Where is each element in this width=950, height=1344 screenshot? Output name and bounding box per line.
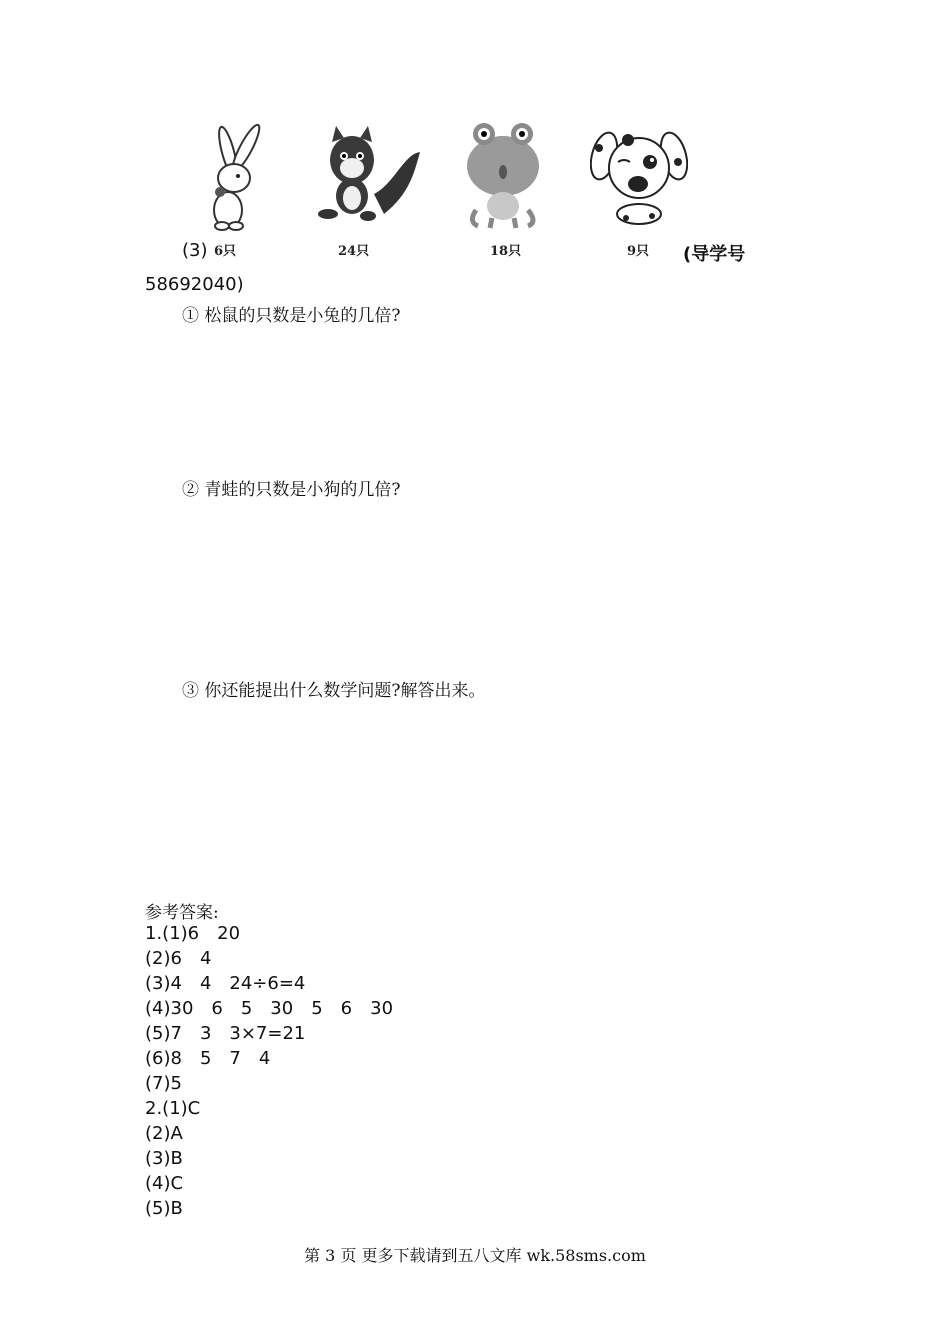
dog-illustration: [590, 126, 688, 226]
question-2: ② 青蛙的只数是小狗的几倍?: [182, 480, 401, 500]
guide-number: 58692040): [145, 274, 244, 295]
answer-line: (4)30 6 5 30 5 6 30: [145, 998, 394, 1019]
answer-line: (3)B: [145, 1148, 183, 1169]
question-1: ① 松鼠的只数是小兔的几倍?: [182, 306, 401, 326]
answer-line: (2)A: [145, 1123, 183, 1144]
answer-line: 1.(1)6 20: [145, 923, 241, 944]
problem-number: (3): [182, 240, 208, 261]
squirrel-illustration: [314, 124, 424, 224]
guide-label: (导学号: [683, 244, 746, 265]
answer-line: (7)5: [145, 1073, 182, 1094]
page-footer: 第 3 页 更多下载请到五八文库 wk.58sms.com: [304, 1246, 646, 1265]
answer-line: (2)6 4: [145, 948, 212, 969]
rabbit-count: 6只: [214, 244, 237, 259]
squirrel-count: 24只: [338, 244, 370, 259]
answer-line: (5)B: [145, 1198, 183, 1219]
question-3: ③ 你还能提出什么数学问题?解答出来。: [182, 681, 486, 701]
answer-line: (4)C: [145, 1173, 184, 1194]
dog-count: 9只: [627, 244, 650, 259]
answer-line: 2.(1)C: [145, 1098, 201, 1119]
frog-count: 18只: [490, 244, 522, 259]
answers-heading: 参考答案:: [145, 903, 219, 923]
rabbit-illustration: [198, 122, 278, 232]
answer-line: (3)4 4 24÷6=4: [145, 973, 306, 994]
frog-illustration: [462, 122, 544, 230]
answer-line: (5)7 3 3×7=21: [145, 1023, 306, 1044]
answer-line: (6)8 5 7 4: [145, 1048, 271, 1069]
